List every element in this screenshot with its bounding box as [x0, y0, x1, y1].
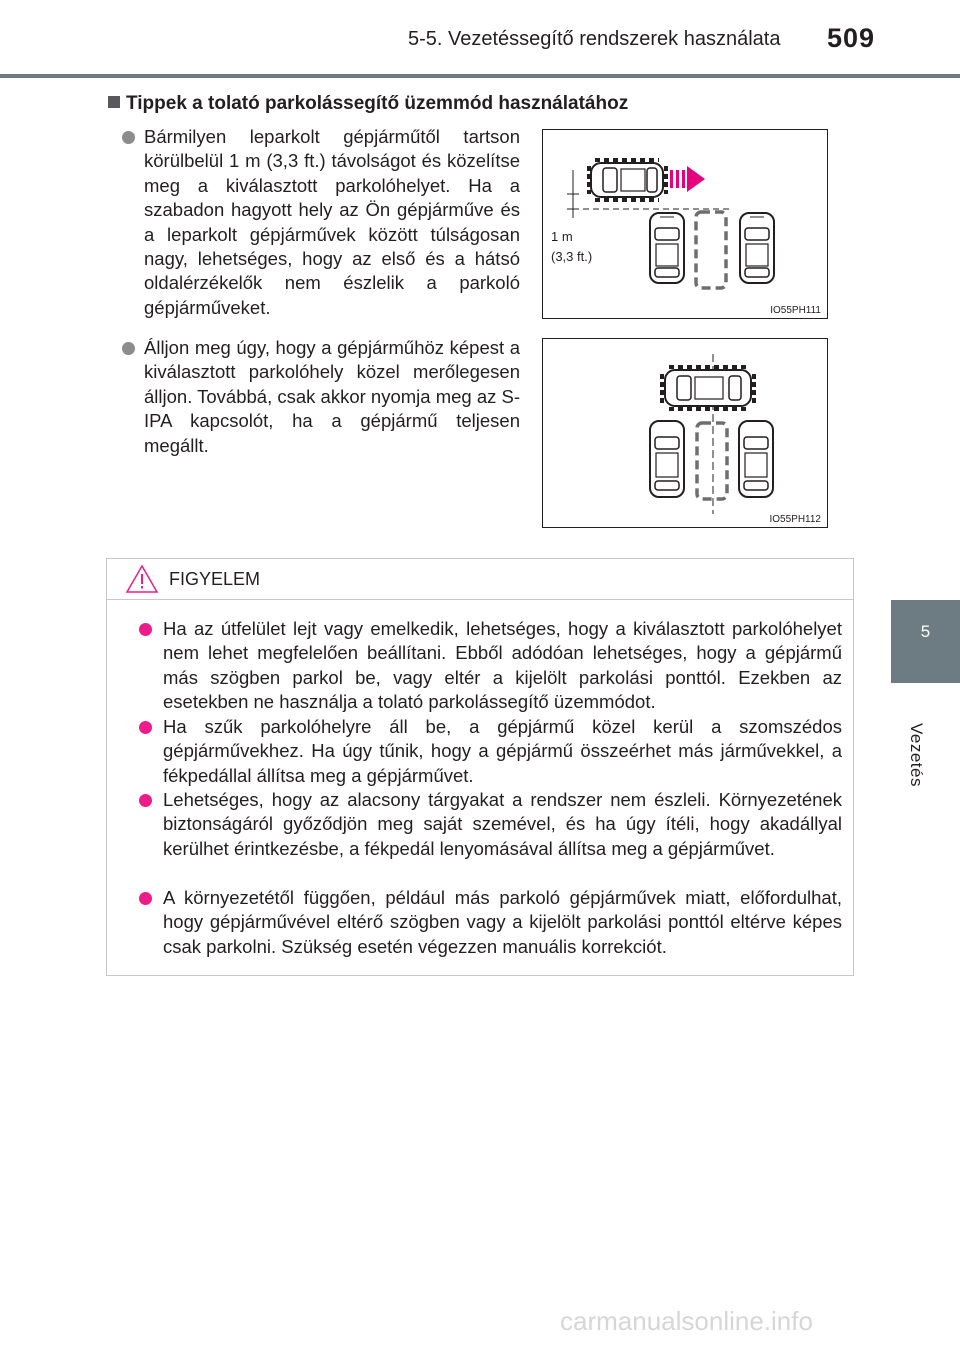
section-title-text: Tippek a tolató parkolássegítő üzemmód használatához: [126, 93, 629, 114]
warning-box: [106, 558, 854, 976]
parked-car-left-icon: [650, 421, 684, 497]
own-car-icon: [589, 160, 666, 200]
warning-bullet-icon: [139, 623, 152, 636]
section-title: [108, 93, 628, 115]
warning-text-3: Lehetséges, hogy az alacsony tárgyakat a rendszer nem észleli. Környezetének biztonságáról győződjön meg saját szemével, és ha úgy ítéli, hogy akadállyal kerülhet érintkezésbe, a fékpedál lenyomásával állítsa meg a gépjárművet.: [163, 789, 842, 859]
page-number: 509: [827, 23, 876, 53]
tip-text-1: Bármilyen leparkolt gépjárműtől tartson körülbelül 1 m (3,3 ft.) távolságot és közelítse meg a kiválasztott parkolóhelyet. Ha a szabadon hagyott hely az Ön gépjárműve és a leparkolt gépjárművek között túlságosan nagy, lehetséges, hogy az első és a hátsó oldalérzékelők nem észlelik a parkoló gépjárműveket.: [144, 126, 520, 318]
header-rule: [0, 74, 960, 78]
figure-distance: [542, 129, 828, 319]
warning-text-4: A környezetétől függően, például más parkoló gépjárművek miatt, előfordulhat, hogy gépjárművével eltérő szögben vagy a kijelölt parkolási ponttól eltérve képes csak parkolni. Szükség esetén végezzen manuális korrekciót.: [163, 887, 842, 957]
chapter-label: Vezetés: [907, 723, 926, 787]
warning-text-1: Ha az útfelület lejt vagy emelkedik, lehetséges, hogy a kiválasztott parkolóhelyet nem lehet megfelelően beállítani. Ebből adódóan lehetséges, hogy a gépjármű más szögben parkol be, vagy eltér a kijelölt parkolási ponttól. Ezekben az esetekben ne használja a tolató parkolássegítő üzemmódot.: [163, 618, 842, 713]
parking-distance-illustration: [543, 130, 827, 318]
warning-text-2: Ha szűk parkolóhelyre áll be, a gépjármű közel kerül a szomszédos gépjárművekhez. Ha úgy tűnik, hogy a gépjármű összeérhet más járművekkel, a fékpedállal állítsa meg a gépjárművet.: [163, 716, 842, 786]
target-spot-outline: [696, 212, 726, 288]
bullet-dot-icon: [122, 131, 135, 144]
stop-position-illustration: [543, 339, 827, 527]
distance-label-imperial: (3,3 ft.): [551, 249, 593, 264]
tip-bullet-2: [144, 336, 520, 458]
figure-code: IO55PH111: [770, 305, 821, 316]
parked-car-right-icon: [740, 213, 774, 283]
square-bullet-icon: [108, 96, 120, 108]
warning-bullet-icon: [139, 892, 152, 905]
warning-header: [107, 559, 853, 600]
parked-car-right-icon: [739, 421, 773, 497]
chapter-label-tab: [891, 683, 960, 900]
parked-car-left-icon: [650, 213, 684, 283]
running-header: 5-5. Vezetéssegítő rendszerek használata: [408, 28, 781, 50]
warning-bullet-icon: [139, 794, 152, 807]
warning-item-1: [163, 617, 842, 715]
direction-arrow-icon: [670, 166, 705, 192]
target-spot-outline: [697, 423, 727, 499]
chapter-tab: [891, 600, 960, 683]
own-car-icon: [662, 367, 754, 409]
figure-code: IO55PH112: [769, 514, 821, 525]
watermark: carmanualsonline.info: [560, 1306, 813, 1336]
figure-stop-position: [542, 338, 828, 528]
warning-item-4: [163, 886, 842, 959]
bullet-dot-icon: [122, 342, 135, 355]
warning-item-3: [163, 788, 842, 861]
tip-text-2: Álljon meg úgy, hogy a gépjárműhöz képest a kiválasztott parkolóhely közel merőlegesen álljon. Továbbá, csak akkor nyomja meg az S-IPA kapcsolót, ha a gépjármű teljesen megállt.: [144, 337, 521, 456]
warning-triangle-icon: [125, 564, 159, 594]
warning-title: FIGYELEM: [169, 569, 261, 589]
chapter-number: 5: [920, 622, 931, 641]
distance-label-metric: 1 m: [551, 229, 573, 244]
warning-item-2: [163, 715, 842, 788]
tip-bullet-1: [144, 125, 520, 320]
warning-bullet-icon: [139, 721, 152, 734]
